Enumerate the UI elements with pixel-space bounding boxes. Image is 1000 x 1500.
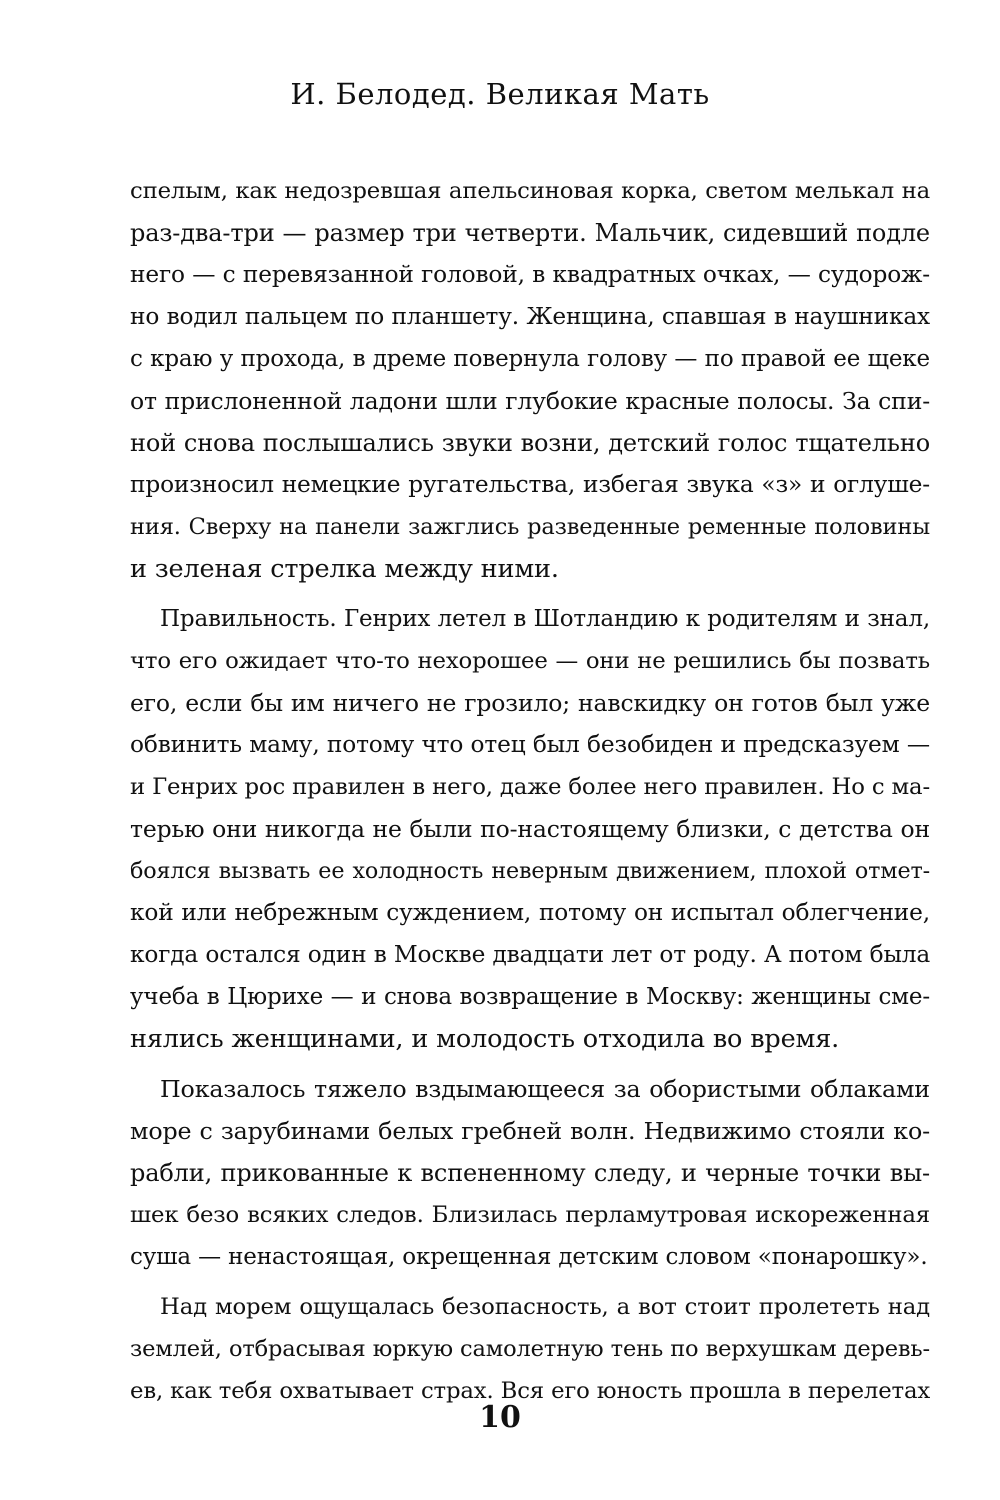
text-line: и зеленая стрелка между ними.	[130, 554, 559, 584]
text-line: раз-два-три — размер три четверти. Мальчик, сидевший подле	[130, 219, 930, 247]
text-line: море с зарубинами белых гребней волн. Недвижимо стояли ко-	[130, 1117, 930, 1145]
text-line: произносил немецкие ругательства, избегая звука «з» и оглуше-	[130, 471, 930, 498]
text-line: но водил пальцем по планшету. Женщина, спавшая в наушниках	[130, 303, 930, 330]
text-line: Над морем ощущалась безопасность, а вот стоит пролететь над	[160, 1294, 930, 1320]
text-line: от прислоненной ладони шли глубокие красные полосы. За спи-	[130, 387, 930, 415]
page-number: 10	[479, 1400, 521, 1435]
text-line: учеба в Цюрихе — и снова возвращение в Москву: женщины сме-	[130, 984, 930, 1010]
text-line: Правильность. Генрих летел в Шотландию к родителям и знал,	[160, 606, 930, 632]
running-title: И. Белодед. Великая Мать	[290, 77, 710, 111]
text-line: терью они никогда не были по-настоящему близки, с детства он	[130, 815, 930, 843]
text-line: боялся вызвать ее холодность неверным движением, плохой отмет-	[130, 858, 930, 884]
text-line: что его ожидает что-то нехорошее — они не решились бы позвать	[130, 648, 930, 674]
text-line: когда остался один в Москве двадцати лет от роду. А потом была	[130, 941, 931, 968]
paragraph	[130, 598, 930, 1060]
paragraph	[130, 1286, 930, 1412]
text-line: спелым, как недозревшая апельсиновая корка, светом мелькал на	[130, 178, 930, 204]
text-line: его, если бы им ничего не грозило; навскидку он готов был уже	[130, 689, 930, 717]
text-line: ной снова послышались звуки возни, детский голос тщательно	[130, 429, 930, 457]
paragraph	[130, 1068, 930, 1278]
text-line: ния. Сверху на панели зажглись разведенные ременные половины	[130, 514, 930, 540]
text-line: с краю у прохода, в дреме повернула голову — по правой ее щеке	[130, 346, 930, 372]
body-text	[130, 170, 930, 1412]
paragraph	[130, 170, 930, 590]
text-line: ев, как тебя охватывает страх. Вся его юность прошла в перелетах	[130, 1378, 931, 1404]
text-line: рабли, прикованные к вспененному следу, и черные точки вы-	[130, 1159, 930, 1187]
text-line: Показалось тяжело вздымающееся за обористыми облаками	[160, 1075, 930, 1103]
text-line: нялись женщинами, и молодость отходила во время.	[130, 1024, 840, 1054]
text-line: и Генрих рос правилен в него, даже более него правилен. Но с ма-	[130, 774, 930, 800]
text-line: шек безо всяких следов. Близилась перламутровая искореженная	[130, 1202, 930, 1228]
text-line: землей, отбрасывая юркую самолетную тень по верхушкам деревь-	[130, 1336, 930, 1362]
text-line: него — с перевязанной головой, в квадратных очках, — судорож-	[130, 261, 930, 288]
text-line: кой или небрежным суждением, потому он испытал облегчение,	[130, 899, 930, 926]
text-line: обвинить маму, потому что отец был безобиден и предсказуем —	[130, 731, 930, 758]
text-line: суша — ненастоящая, окрещенная детским словом «понарошку».	[130, 1244, 928, 1270]
